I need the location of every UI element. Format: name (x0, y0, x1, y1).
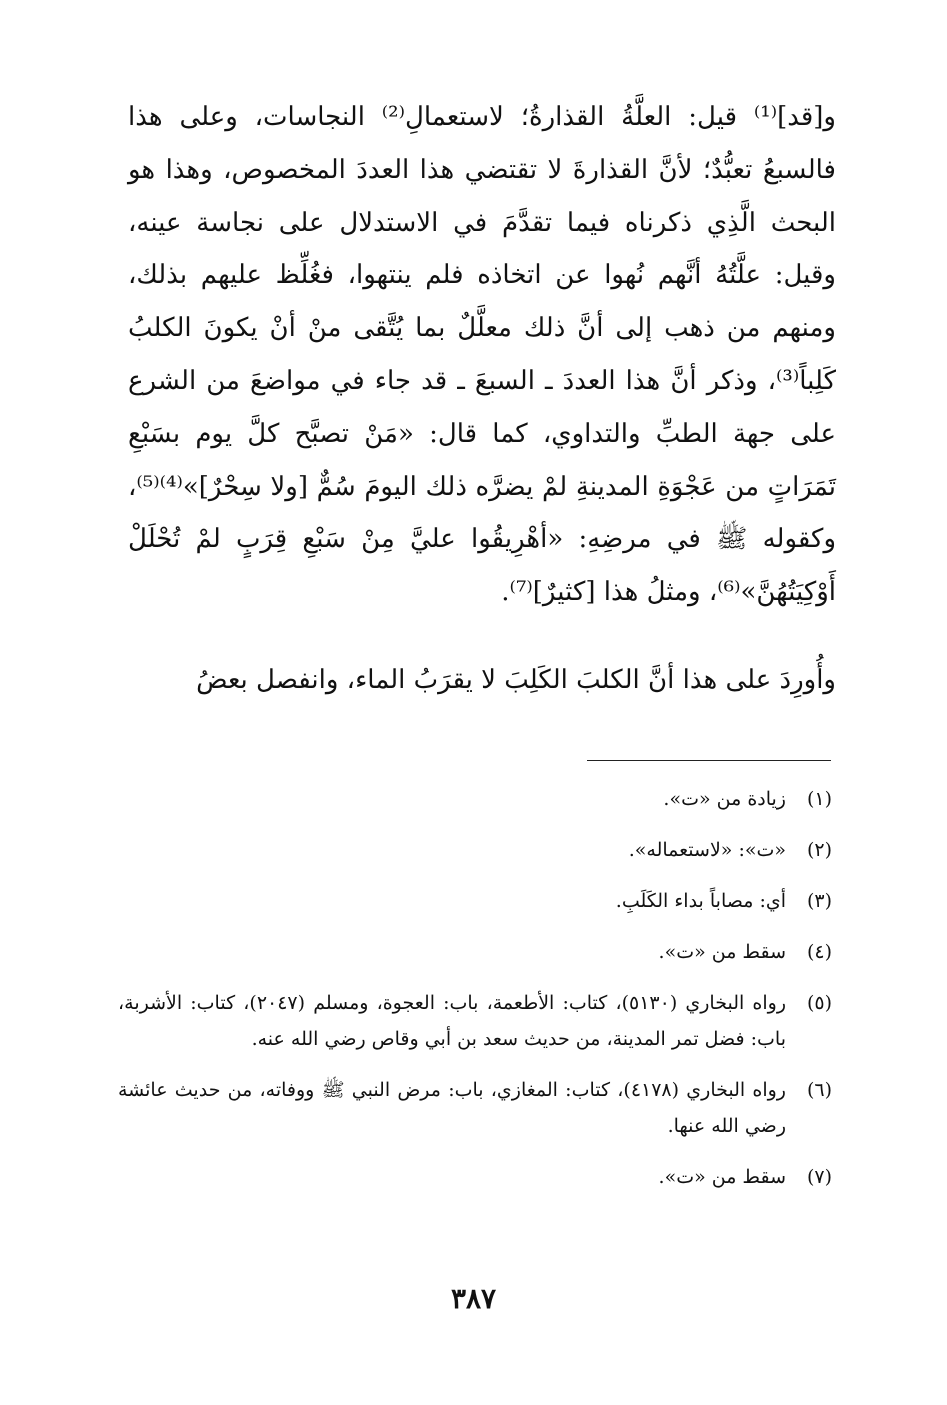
footnote-7 (118, 1159, 832, 1195)
footnotes-section (118, 781, 832, 1195)
footnote-text: رواه البخاري (٤١٧٨)، كتاب: المغازي، باب: مرض النبي ﷺ ووفاته، من حديث عائشة رضي الله عنها. (118, 1079, 786, 1137)
footnote-text: سقط من «ت». (658, 1166, 786, 1188)
footnote-text: زيادة من «ت». (663, 788, 786, 810)
footnote-text: أي: مصاباً بداء الكَلَبِ. (615, 890, 786, 912)
page-number: ٣٨٧ (450, 1282, 497, 1315)
footnote-divider (587, 760, 831, 761)
footnote-text: سقط من «ت». (658, 941, 786, 963)
footnote-number: (٤) (806, 941, 832, 963)
footnote-number: (٥) (806, 992, 832, 1014)
footnote-2 (118, 832, 832, 868)
footnote-number: (٧) (806, 1166, 832, 1188)
footnote-6 (118, 1072, 832, 1144)
body-paragraph-1: و[قد]⁽¹⁾ قيل: العلَّةُ القذارةُ؛ لاستعمالِ⁽²⁾ النجاسات، وعلى هذا فالسبعُ تعبُّدٌ؛ لأنَّ القذارةَ لا تقتضي هذا العددَ المخصوص، وهذا هو البحث الَّذِي ذكرناه فيما تقدَّمَ في الاستدلال على نجاسة عينه، وقيل: علَّتُهُ أنَّهم نُهوا عن اتخاذه فلم ينتهوا، فغُلِّظ عليهم بذلك، ومنهم من ذهب إلى أنَّ ذلك معلَّلٌ بما يُتَّقى منْ أنْ يكونَ الكلبُ كَلِباً⁽³⁾، وذكر أنَّ هذا العددَ ـ السبعَ ـ قد جاء في مواضعَ من الشرع على جهة الطبِّ والتداوي، كما قال: «مَنْ تصبَّح كلَّ يوم بسَبْعِ تَمَرَاتٍ من عَجْوَةِ المدينةِ لمْ يضرَّه ذلك اليومَ سُمٌّ [ولا سِحْرٌ]»⁽⁴⁾⁽⁵⁾، وكقوله ﷺ في مرضِهِ: «أهْرِيقُوا عليَّ مِنْ سَبْعِ قِرَبٍ لمْ تُحْلَلْ أَوْكِيَتُهُنَّ»⁽⁶⁾، ومثلُ هذا [كثيرٌ]⁽⁷⁾. (128, 102, 836, 608)
footnote-number: (٣) (806, 890, 832, 912)
footnote-number: (٢) (806, 839, 832, 861)
footnote-number: (٦) (806, 1079, 832, 1101)
footnote-text: رواه البخاري (٥١٣٠)، كتاب: الأطعمة، باب: العجوة، ومسلم (٢٠٤٧)، كتاب: الأشربة، باب: فضل تمر المدينة، من حديث سعد بن أبي وقاص رضي الله عنه. (118, 992, 787, 1050)
body-paragraph-2: وأُورِدَ على هذا أنَّ الكلبَ الكَلِبَ لا يقرَبُ الماء، وانفصل بعضُ (196, 665, 836, 695)
footnote-3 (118, 883, 832, 919)
footnote-5 (118, 985, 832, 1057)
footnote-number: (١) (806, 788, 832, 810)
footnote-1 (118, 781, 832, 817)
footnote-text: «ت»: «لاستعماله». (628, 839, 786, 861)
footnote-4 (118, 934, 832, 970)
